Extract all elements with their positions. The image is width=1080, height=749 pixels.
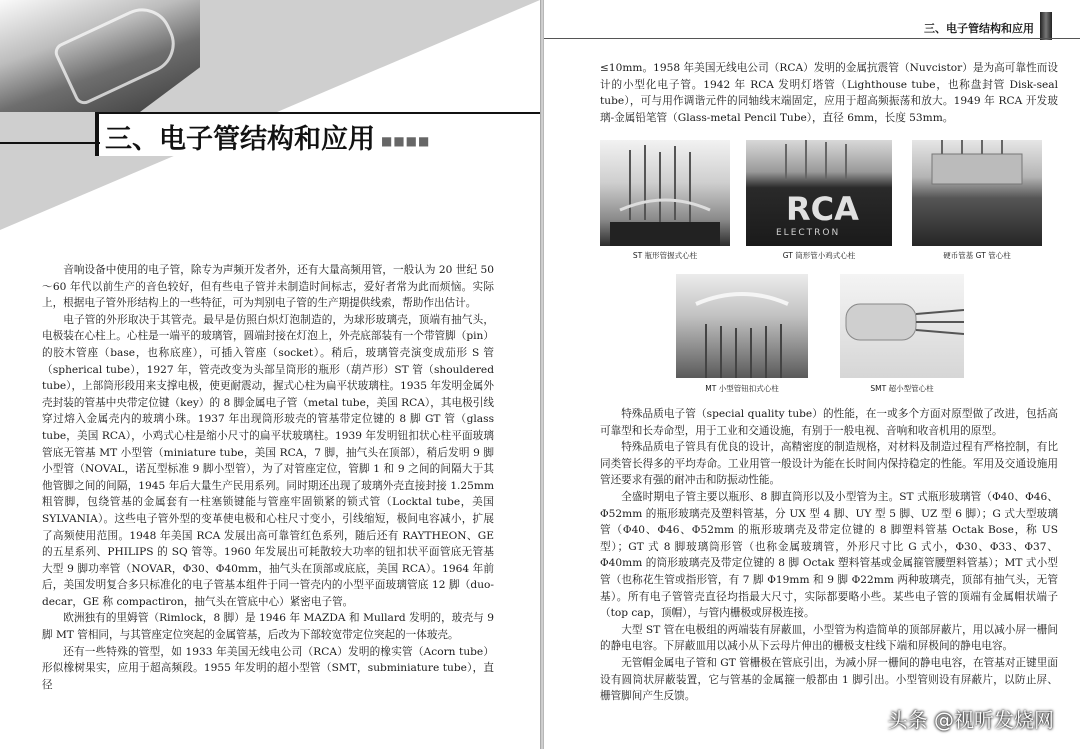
paragraph: 大型 ST 管在电极组的两端装有屏蔽皿，小型管为构造简单的顶部屏蔽片，用以减小屏一栅间的静电电容。下屏蔽皿用以减小从下云母片伸出的栅极支柱线下端和屏极间的静电电容。 [600, 623, 1058, 653]
right-body-text [600, 406, 1058, 705]
smt-tube-icon [840, 274, 964, 378]
header-tab-icon [1040, 12, 1052, 40]
paragraph: 音响设备中使用的电子管，除专为声频开发者外，还有大量高频用管，一般认为 20 世纪 50～60 年代以前生产的音色较好，但有些电子管并未制造时间标志，爱好者常为此而烦恼。实际上，根据电子管外形结构上的一些特征，可为判别电子管的生产期提供线索，帮助作出估计。 [42, 264, 494, 310]
paragraph: 特殊品质电子管（special quality tube）的性能，在一或多个方面对原型做了改进，包括高可靠型和长寿命型，用于工业和交通设施，有别于一般电视、音响和收音机用的原型。 [600, 408, 1058, 437]
paragraph: 电子管的外形取决于其管壳。最早是仿照白炽灯泡制造的，为球形玻璃壳，顶端有抽气头，电极装在心柱上。心柱是一端平的玻璃管，圆端封接在灯泡上，外壳底部装有一个带管脚（pin）的胶木管座（base，也称底座），可插入管座（socket）。稍后，玻璃管壳演变成茄形 S 管（spherical tube），1927 年，管壳改变为头部呈筒形的瓶形（葫芦形）ST 管（shouldered tube），上部筒形段用来支撑电极，使更耐震动，握式心柱为扁平状玻璃柱。1935 年发明金属外壳封装的管基中央带定位键（key）的 8 脚金属电子管（metal tube，美国 RCA），其电极引线穿过熔入金属壳内的玻璃小珠。1937 年出现筒形玻壳的管基带定位键的 8 脚 GT 管（glass tube，美国 RCA），小鸡式心柱是缩小尺寸的扁平状玻璃柱。1939 年发明钮扣状心柱平面玻璃管底无管基 MT 小型管（miniature tube，美国 RCA，7 脚，抽气头在顶部），稍后发明 9 脚小型管（NOVAL，诺瓦型标准 9 脚小型管），为了对管座定位，管脚 1 和 9 之间的间隔大于其他管脚之间的间隔，1945 年后大量生产民用系列。同时期还出现了玻璃外壳直接封接 1.25mm 粗管脚，包绕管基的金属套有一柱塞锁键能与管座牢固锁紧的锁式管（Locktal tube，美国 SYLVANIA）。这些电子管外型的变革使电极和心柱尺寸变小，引线缩短，极间电容减小，扩展了高频使用范围。1948 年美国 RCA 发展出高可靠管红色系列，随后还有 RAYTHEON、GE 的五星系列、PHILIPS 的 SQ 管等。1960 年发展出可耗散较大功率的钮扣状平面管底无管基大型 9 脚功率管（NOVAR，Φ30、Φ40mm，抽气头在顶部或底底，美国 RCA）。1964 年前后，美国发明复合多只标准化的电子管基本组件于同一管壳内的小型平面玻璃管底 12 脚（duo-decar，GE 称 compactiron，抽气头在管底中心）紧密电子管。 [42, 313, 494, 608]
figure-mt-tube [676, 274, 808, 378]
paragraph: 无管帽金属电子管和 GT 管栅极在管底引出，为减小屏一栅间的静电电容，在管基对正键里面设有圆筒状屏蔽装置，它与管基的金属箍一般都由 1 脚引出。小型管则设有屏蔽片，以防止屏、栅管脚间产生反馈。 [600, 656, 1058, 703]
right-page [544, 0, 1080, 749]
paragraph: 还有一些特殊的管型，如 1933 年美国无线电公司（RCA）发明的橡实管（Acorn tube）形似橡树果实，应用于超高频段。1955 年发明的超小型管（SMT，subminiature tube），直径 [42, 645, 494, 691]
tube-label-sub: ELECTRON [776, 228, 841, 238]
figure-caption: GT 筒形管小鸡式心柱 [782, 251, 856, 260]
paragraph: ≤10mm。1958 年美国无线电公司（RCA）发明的金属抗震管（Nuvcistor）是为高可靠性而设计的小型化电子管。1942 年 RCA 发明灯塔管（Lighthouse tube，也称盘封管 Disk-seal tube），可与用作调谐元件的同轴线末端固定，应用于超高频振荡和放大。1949 年 RCA 开发玻璃-金属铅笔管（Glass-metal Pencil Tube），直径 6mm，长度 53mm。 [600, 62, 1058, 124]
paragraph: 全盛时期电子管主要以瓶形、8 脚直筒形以及小型管为主。ST 式瓶形玻璃管（Φ40、Φ46、Φ52mm 的瓶形玻璃壳及塑料管基，分 UX 型 4 脚、UY 型 5 脚、UZ 型 6 脚）；G 式大型玻璃管（Φ40、Φ46、Φ52mm 的瓶形玻璃壳及带定位键的 8 脚塑料管基 Octak Bose，称 US 型）；GT 式 8 脚玻璃筒形管（也称金属玻璃管，外形尺寸比 G 式小，Φ30、Φ33、Φ37、Φ40mm 的筒形玻璃壳及带定位键的 8 脚 Octak 塑料管基或金属箍管腰塑料管基）；MT 式小型管（也称花生管或指形管，有 7 脚 Φ19mm 和 9 脚 Φ22mm 两种玻璃壳，顶部有抽气头，无管基）。所有电子管管壳直径均指最大尺寸，实际都要略小些。某些电子管的顶端有金属帽状端子（top cap，顶帽），与管内栅极或屏极连接。 [600, 490, 1058, 620]
figure-caption: 硬币管基 GT 管心柱 [943, 251, 1011, 260]
figure-smt-tube [840, 274, 964, 378]
figure-st-tube [600, 140, 730, 246]
figure-caption: MT 小型管钮扣式心柱 [705, 384, 779, 393]
right-top-text [600, 60, 1058, 126]
title-dots-icon: ■■■■ [381, 133, 431, 148]
figure-coin-base-tube [912, 140, 1042, 246]
title-rule [0, 142, 100, 144]
coin-base-tube-icon [912, 140, 1042, 246]
paragraph: 特殊品质电子管具有优良的设计，高精密度的制造规格，对材料及制造过程有严格控制，有比同类管长得多的平均寿命。工业用管一般设计为能在长时间内保持稳定的性能。军用及交通设施用管还要求有强的耐冲击和防振动性能。 [600, 441, 1058, 487]
header-rule [544, 38, 1080, 39]
chapter-title [105, 117, 430, 156]
tube-label: RCA [786, 190, 859, 228]
mt-tube-icon [676, 274, 808, 378]
st-tube-icon [600, 140, 730, 246]
figure-caption: ST 瓶形管握式心柱 [632, 251, 698, 260]
watermark: 头条 @视听发烧网 [887, 708, 1054, 732]
running-header: 三、电子管结构和应用 [924, 22, 1034, 35]
figure-caption: SMT 超小型管心柱 [870, 384, 934, 393]
figure-gt-tube [746, 140, 892, 246]
paragraph: 欧洲独有的里姆管（Rimlock，8 脚）是 1946 年 MAZDA 和 Mullard 发明的，玻壳与 9 脚 MT 管相同，与其管座定位突起的金属管基，后改为下部较宽带定位突起的一体玻壳。 [42, 612, 494, 642]
left-body-text [42, 262, 494, 693]
chapter-title-text: 三、电子管结构和应用 [105, 124, 375, 155]
